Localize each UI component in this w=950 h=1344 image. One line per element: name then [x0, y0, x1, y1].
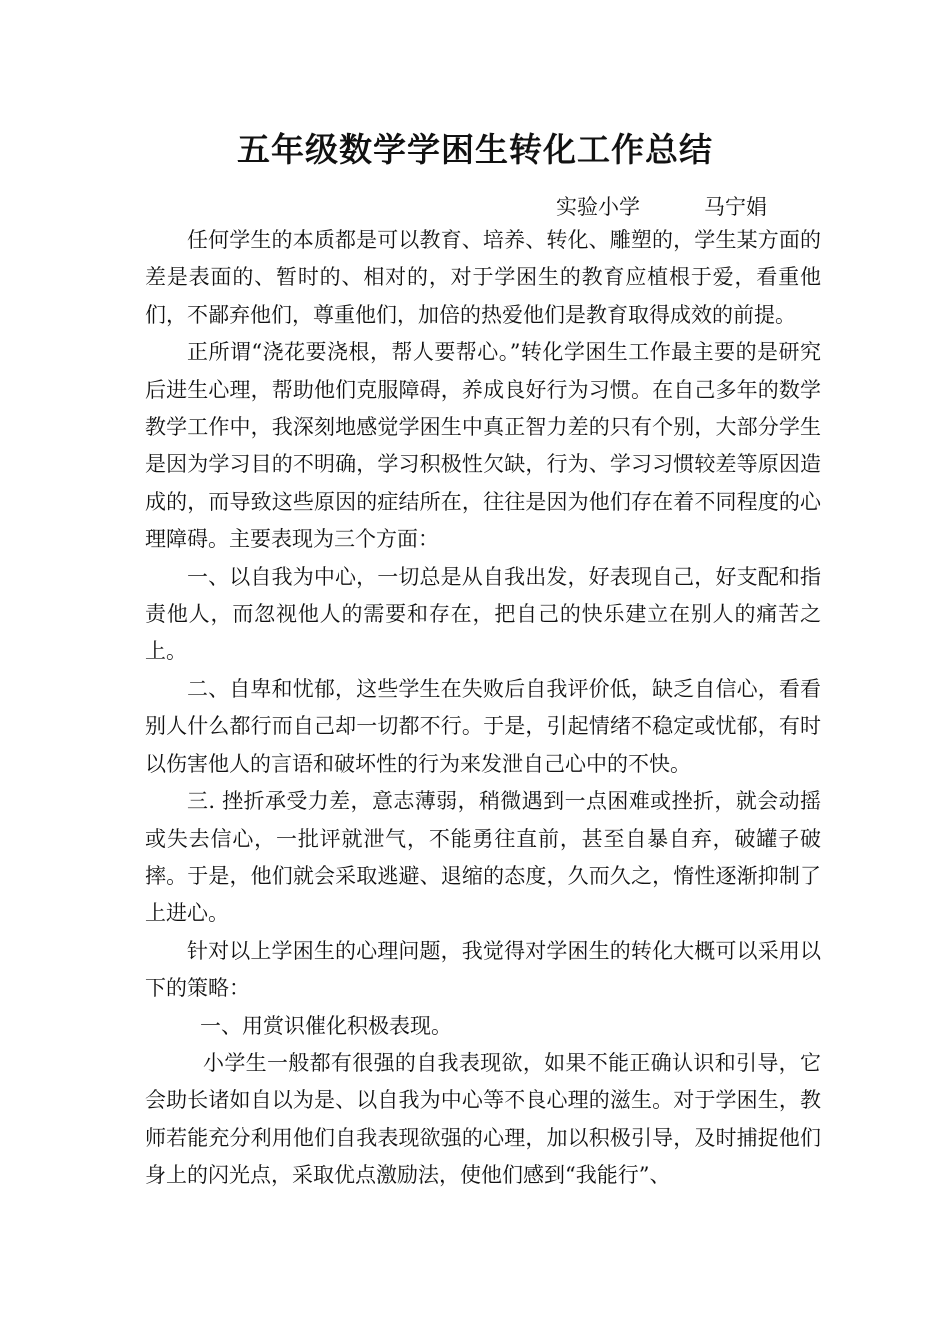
paragraph-point-1: 一、以自我为中心，一切总是从自我出发，好表现自己，好支配和指责他人，而忽视他人的需要和存在，把自己的快乐建立在别人的痛苦之上。: [145, 564, 821, 664]
paragraph-point-3: 三. 挫折承受力差，意志薄弱，稍微遇到一点困难或挫折，就会动摇或失去信心，一批评就泄气，不能勇往直前，甚至自暴自弃，破罐子破摔。于是，他们就会采取逃避、退缩的态度，久而久之，惰性逐渐抑制了上进心。: [145, 789, 821, 926]
paragraph-intro: 任何学生的本质都是可以教育、培养、转化、雕塑的，学生某方面的差是表面的、暂时的、相对的，对于学困生的教育应植根于爱，看重他们，不鄙弃他们，尊重他们，加倍的热爱他们是教育取得成效的前提。: [145, 228, 821, 327]
document-title: 五年级数学学困生转化工作总结: [237, 130, 713, 169]
body-text: [145, 222, 821, 1195]
school-name: 实验小学: [556, 195, 640, 219]
paragraph-strategy-1: 小学生一般都有很强的自我表现欲，如果不能正确认识和引导，它会助长诸如自以为是、以自我为中心等不良心理的滋生。对于学困生，教师若能充分利用他们自我表现欲强的心理，加以积极引导，及时捕捉他们身上的闪光点，采取优点激励法，使他们感到“我能行”、: [145, 1050, 821, 1188]
byline: [556, 192, 767, 222]
paragraph-analysis: 正所谓“浇花要浇根，帮人要帮心。”转化学困生工作最主要的是研究后进生心理，帮助他们克服障碍，养成良好行为习惯。在自己多年的数学教学工作中，我深刻地感觉学困生中真正智力差的只有个别，大部分学生是因为学习目的不明确，学习积极性欠缺，行为、学习习惯较差等原因造成的，而导致这些原因的症结所在，往往是因为他们存在着不同程度的心理障碍。主要表现为三个方面：: [145, 340, 821, 552]
author-name: 马宁娟: [704, 195, 767, 219]
section-heading-1: 一、用赏识催化积极表现。: [200, 1013, 452, 1038]
paragraph-strategy-intro: 针对以上学困生的心理问题，我觉得对学困生的转化大概可以采用以下的策略：: [145, 938, 821, 1001]
paragraph-point-2: 二、自卑和忧郁，这些学生在失败后自我评价低，缺乏自信心，看看别人什么都行而自己却一切都不行。于是，引起情绪不稳定或忧郁，有时以伤害他人的言语和破坏性的行为来发泄自己心中的不快。: [145, 676, 821, 776]
